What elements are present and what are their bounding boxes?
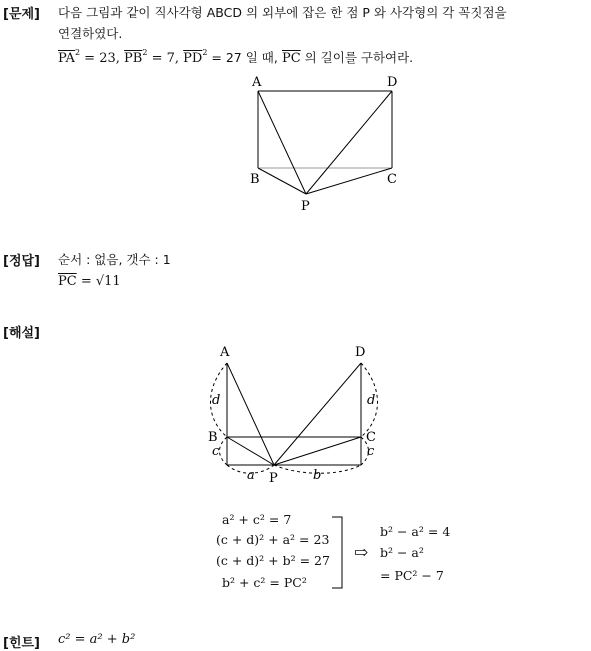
solution-header: [해설] (3, 326, 40, 341)
equation-cd-a: (c + d)² + a² = 23 (216, 532, 330, 547)
line-ap (258, 91, 306, 194)
length-c-left: c (212, 444, 220, 459)
line-cp (306, 168, 392, 194)
problem-figure (240, 70, 410, 215)
length-d-right: d (367, 393, 376, 408)
segment-pc: $\overline{PC}$ (281, 51, 301, 66)
result-line1: b² − a² = 4 (380, 524, 451, 539)
problem-header: [문제] (3, 7, 40, 22)
result-line3: = PC² − 7 (380, 568, 444, 583)
hint-header: [힌트] (3, 636, 40, 651)
point-p-label: P (269, 471, 278, 486)
answer-equation: $\overline{PC} = √11$ (58, 274, 121, 289)
vertex-c-label: C (366, 430, 376, 445)
vertex-c-label: C (387, 172, 397, 187)
point-p-label: P (301, 199, 310, 214)
equation-a2-c2: a² + c² = 7 (222, 512, 292, 527)
equation-cd-b: (c + d)² + b² = 27 (216, 553, 330, 568)
problem-text-line1: 다음 그림과 같이 직사각형 ABCD 의 외부에 잡은 한 점 P 와 사각형의 각 꼭짓점을 (58, 5, 507, 20)
segment-pd: $\overline{PD}$ (183, 51, 203, 66)
system-bracket (330, 516, 344, 590)
line-bp (258, 168, 306, 194)
problem-given-equation: $\overline{PA}^2 = 23$, $\overline{PB}^2 = 7$, $\overline{PD}^2 = 27$ 일 때, $\overline{PC}$ 의 길이를 구하여라. (58, 48, 414, 66)
length-c-right: c (367, 444, 375, 459)
problem-text-line2: 연결하였다. (58, 26, 123, 41)
segment-pa: $\overline{PA}$ (58, 51, 75, 66)
line-cp (274, 437, 361, 465)
vertex-b-label: B (208, 430, 218, 445)
vertex-d-label: D (355, 345, 366, 360)
answer-line1: 순서 : 없음, 갯수 : 1 (58, 252, 171, 267)
line-dp (306, 91, 392, 194)
line-dp (274, 363, 361, 465)
vertex-b-label: B (250, 172, 260, 187)
answer-header: [정답] (3, 254, 40, 269)
vertex-a-label: A (220, 345, 230, 360)
answer-segment-pc: $\overline{PC}$ (58, 274, 77, 289)
implies-arrow: ⇨ (354, 543, 369, 563)
line-bp (227, 437, 274, 465)
result-line2: b² − a² (380, 545, 424, 560)
equation-b2-c2: b² + c² = PC² (222, 575, 307, 590)
length-a: a (247, 468, 255, 483)
vertex-d-label: D (387, 75, 398, 90)
line-ap (227, 363, 274, 465)
segment-pb: $\overline{PB}$ (124, 51, 143, 66)
vertex-a-label: A (252, 75, 262, 90)
length-b: b (313, 468, 322, 483)
hint-formula: c² = a² + b² (58, 632, 136, 647)
brace-c-left (220, 437, 228, 465)
length-d-left: d (212, 393, 221, 408)
solution-figure (200, 338, 390, 488)
